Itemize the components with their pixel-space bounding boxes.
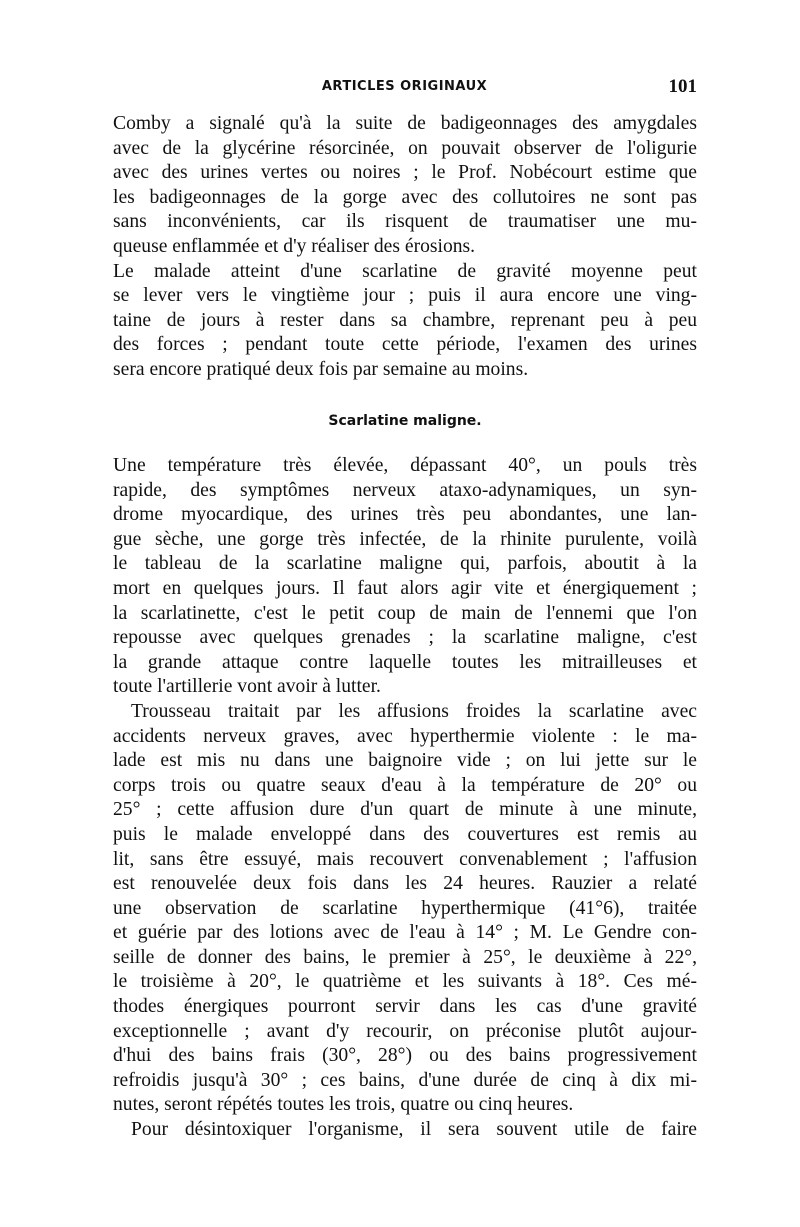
text-line: se lever vers le vingtième jour ; puis il aura encore une ving- — [113, 285, 697, 307]
paragraph-desintoxiquer — [113, 1118, 697, 1143]
text-line: et guérie par des lotions avec de l'eau à 14° ; M. Le Gendre con- — [113, 922, 697, 944]
text-line: mort en quelques jours. Il faut alors agir vite et énergiquement ; — [113, 577, 697, 599]
text-line: exceptionnelle ; avant d'y recourir, on préconise plutôt aujour- — [113, 1020, 697, 1042]
text-line: rapide, des symptômes nerveux ataxo-adynamiques, un syn- — [113, 479, 697, 501]
text-line: lade est mis nu dans une baignoire vide ; on lui jette sur le — [113, 750, 697, 772]
text-line: avec des urines vertes ou noires ; le Prof. Nobécourt estime que — [113, 162, 697, 184]
text-line: les badigeonnages de la gorge avec des collutoires ne sont pas — [113, 186, 697, 208]
text-line: repousse avec quelques grenades ; la scarlatine maligne, c'est — [113, 627, 697, 649]
text-line: sera encore pratiqué deux fois par semaine au moins. — [113, 358, 529, 380]
text-line: la scarlatinette, c'est le petit coup de main de l'ennemi que l'on — [113, 602, 697, 624]
page-number: 101 — [668, 76, 697, 97]
text-line: nutes, seront répétés toutes les trois, quatre ou cinq heures. — [113, 1094, 574, 1116]
text-block-bottom — [113, 454, 697, 1143]
text-line: drome myocardique, des urines très peu abondantes, une lan- — [113, 504, 697, 526]
running-title: ARTICLES ORIGINAUX — [321, 79, 488, 94]
paragraph-malade — [113, 260, 697, 383]
text-line: la grande attaque contre laquelle toutes les mitrailleuses et — [113, 651, 697, 673]
text-line: seille de donner des bains, le premier à 25°, le deuxième à 22°, — [113, 946, 697, 968]
text-line: puis le malade enveloppé dans des couvertures est remis au — [113, 823, 697, 845]
text-line: le tableau de la scarlatine maligne qui, parfois, aboutit à la — [113, 553, 697, 575]
text-line: avec de la glycérine résorcinée, on pouvait observer de l'oligurie — [113, 137, 697, 159]
text-line: Le malade atteint d'une scarlatine de gravité moyenne peut — [113, 260, 697, 282]
text-line: d'hui des bains frais (30°, 28°) ou des bains progressivement — [113, 1045, 697, 1067]
text-line: taine de jours à rester dans sa chambre, reprenant peu à peu — [113, 309, 697, 331]
section-heading: Scarlatine maligne. — [328, 413, 482, 429]
text-line: Trousseau traitait par les affusions froides la scarlatine avec — [131, 700, 697, 722]
text-line: 25° ; cette affusion dure d'un quart de minute à une minute, — [113, 799, 697, 821]
paragraph-temperature — [113, 454, 697, 700]
text-line: corps trois ou quatre seaux d'eau à la température de 20° ou — [113, 774, 697, 796]
text-line: toute l'artillerie vont avoir à lutter. — [113, 676, 381, 698]
text-line: des forces ; pendant toute cette période, l'examen des urines — [113, 334, 697, 356]
text-block-top — [113, 112, 697, 383]
paragraph-trousseau — [113, 700, 697, 1118]
text-line: lit, sans être essuyé, mais recouvert convenablement ; l'affusion — [113, 848, 697, 870]
text-line: Comby a signalé qu'à la suite de badigeonnages des amygdales — [113, 113, 697, 134]
text-line: queuse enflammée et d'y réaliser des érosions. — [113, 235, 476, 257]
text-line: thodes énergiques pourront servir dans les cas d'une gravité — [113, 996, 697, 1018]
running-head — [112, 76, 697, 98]
text-line: sans inconvénients, car ils risquent de traumatiser une mu- — [113, 211, 697, 233]
text-line: refroidis jusqu'à 30° ; ces bains, d'une durée de cinq à dix mi- — [113, 1069, 697, 1091]
text-line: est renouvelée deux fois dans les 24 heures. Rauzier a relaté — [113, 873, 697, 895]
paragraph-comby — [113, 112, 697, 260]
text-line: gue sèche, une gorge très infectée, de la rhinite purulente, voilà — [113, 528, 697, 550]
text-line: le troisième à 20°, le quatrième et les suivants à 18°. Ces mé- — [113, 971, 697, 993]
text-line: une observation de scarlatine hyperthermique (41°6), traitée — [113, 897, 697, 919]
text-line: Pour désintoxiquer l'organisme, il sera souvent utile de faire — [131, 1119, 697, 1141]
text-line: accidents nerveux graves, avec hyperthermie violente : le ma- — [113, 725, 697, 747]
text-line: Une température très élevée, dépassant 40°, un pouls très — [113, 455, 697, 476]
